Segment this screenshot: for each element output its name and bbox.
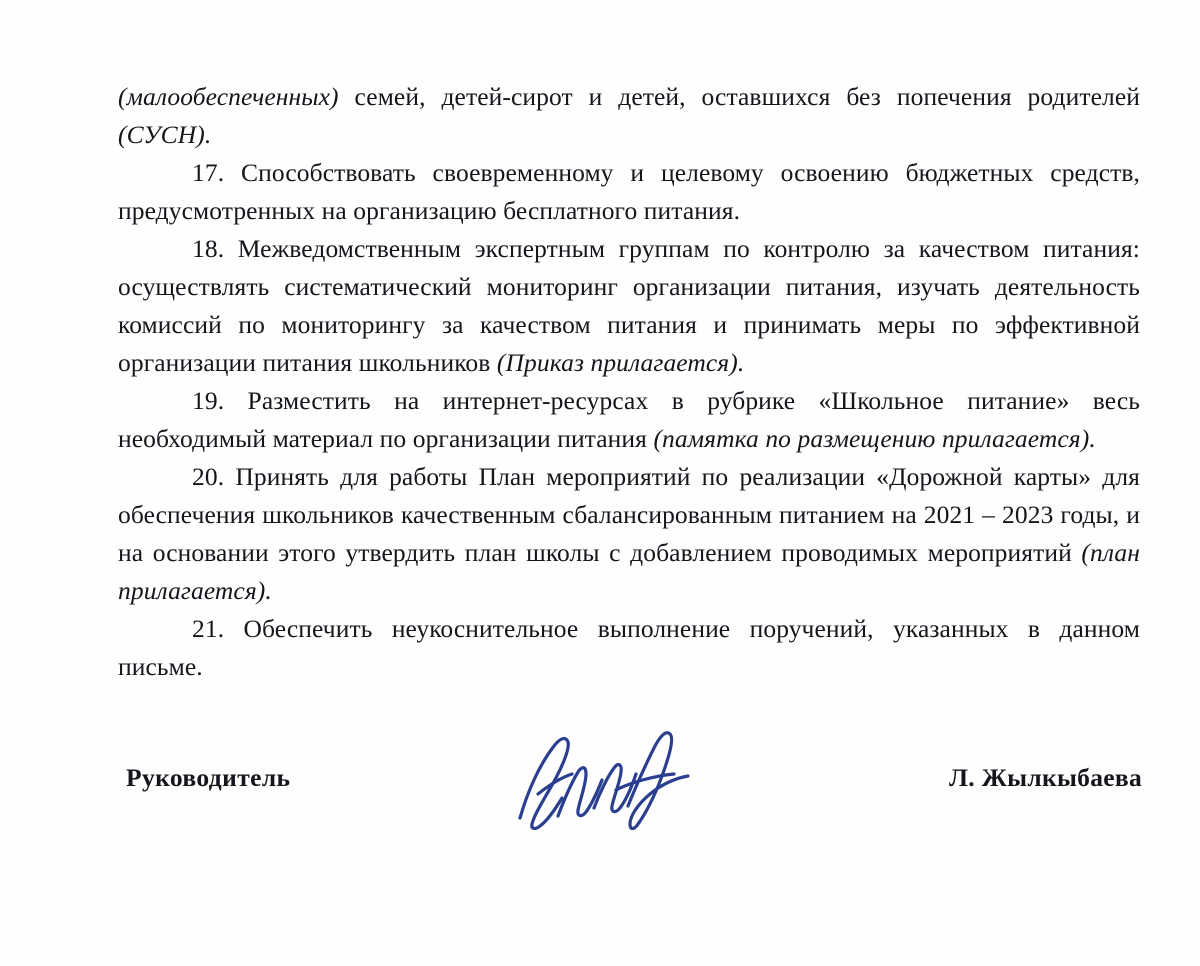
paragraph-item-19 bbox=[118, 382, 1140, 458]
paragraph-run-italic: (малообеспеченных) bbox=[118, 82, 339, 111]
paragraph-run-text: семей, детей-сирот и детей, оставшихся без попечения родителей bbox=[338, 82, 1140, 111]
signature-role-label: Руководитель bbox=[126, 763, 291, 792]
paragraph-run-text: 20. Принять для работы План мероприятий по реализации «Дорожной карты» для обеспечения школьников качественным сбалансированным питанием на 2021 – 2023 годы, и на основании этого утвердить план школы с добавлением проводимых мероприятий bbox=[118, 461, 1140, 567]
document-text-body bbox=[118, 78, 1140, 686]
paragraph-item-18 bbox=[118, 230, 1140, 382]
paragraph-item-21 bbox=[118, 610, 1140, 686]
paragraph-continued bbox=[118, 78, 1140, 154]
paragraph-run-italic: (Приказ прилагается). bbox=[496, 347, 745, 377]
paragraph-run-italic: (план прилагается). bbox=[118, 537, 1140, 605]
paragraph-run-text: 17. Способствовать своевременному и целевому освоению бюджетных средств, предусмотренных на организацию бесплатного питания. bbox=[118, 157, 1140, 225]
paragraph-run-text: 21. Обеспечить неукоснительное выполнение поручений, указанных в данном письме. bbox=[118, 613, 1140, 681]
paragraph-run-italic: (СУСН). bbox=[118, 119, 212, 149]
paragraph-item-17 bbox=[118, 154, 1140, 230]
paragraph-item-20 bbox=[118, 458, 1140, 610]
signature-block bbox=[118, 745, 1142, 865]
signature-mark-icon bbox=[498, 720, 718, 850]
signature-signer-name: Л. Жылкыбаева bbox=[948, 763, 1142, 792]
paragraph-run-text: 18. Межведомственным экспертным группам по контролю за качеством питания: осуществлять систематический мониторинг организации питания, изучать деятельность комиссий по мониторингу за качеством питания и принимать меры по эффективной организации питания школьников bbox=[118, 233, 1140, 377]
paragraph-run-text: 19. Разместить на интернет-ресурсах в рубрике «Школьное питание» весь необходимый материал по организации питания bbox=[118, 385, 1140, 453]
paragraph-run-italic: (памятка по размещению прилагается). bbox=[653, 423, 1096, 453]
